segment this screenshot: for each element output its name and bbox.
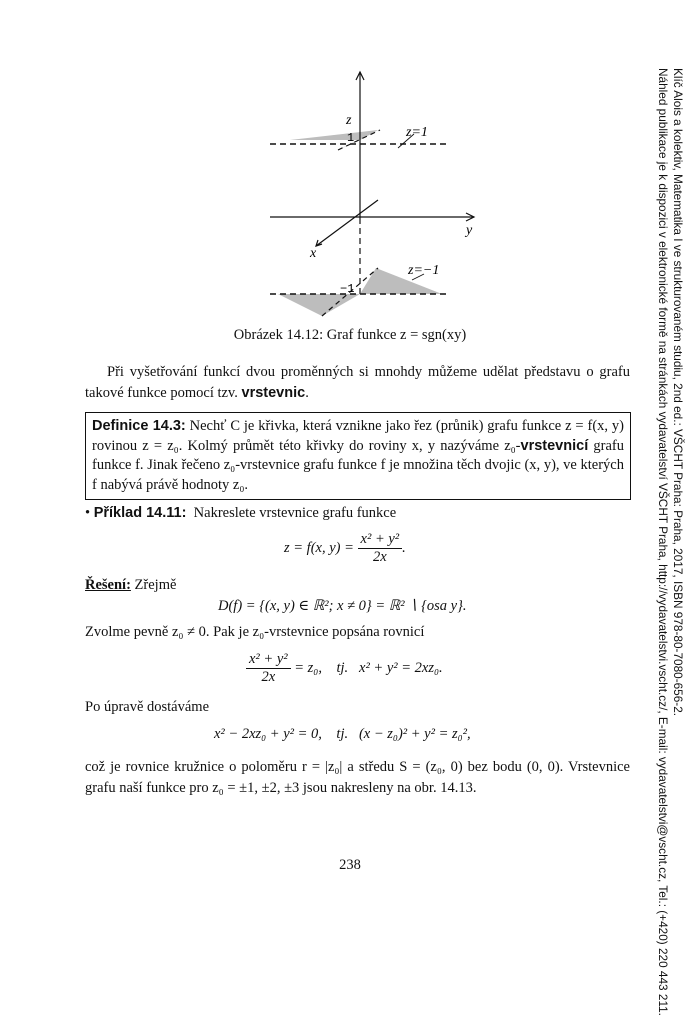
example-line xyxy=(85,503,630,524)
sgn-graph-figure xyxy=(260,68,480,330)
example-formula-lhs: z = f(x, y) = xyxy=(284,539,354,556)
figure-caption: Obrázek 14.12: Graf funkce z = sgn(xy) xyxy=(233,327,467,343)
publication-sidenote xyxy=(655,68,685,1016)
x-axis xyxy=(316,200,378,246)
definition-term: vrstevnicí xyxy=(520,437,589,454)
page-number: 238 xyxy=(339,857,361,873)
sidenote-line-1: Klíč Alois a kolektiv, Matematika I ve strukturovaném studiu, 2nd ed.: VŠCHT Praha: Praha, 2017, ISBN 978-80-7080-656-2. xyxy=(671,68,685,717)
tick-one-label: 1 xyxy=(347,131,355,145)
solution-line xyxy=(85,575,630,596)
example-formula-denominator: 2x xyxy=(372,549,387,565)
intro-term: vrstevnic xyxy=(241,385,306,401)
definition-heading: Definice 14.3: xyxy=(92,418,186,434)
definition-box xyxy=(85,412,631,500)
level-equation-denominator: 2x xyxy=(261,669,276,685)
after-paragraph: Po úpravě dostáváme xyxy=(85,699,210,715)
sidenote-line-2: Náhled publikace je k dispozici v elektronické formě na stránkách vydavatelství VŠCHT Praha, http://vydavatelstvi.vscht.cz/, E-mail: vydavatelstvi@vscht.cz, Tel.: (+420) 220 443 211. xyxy=(656,68,670,1016)
level-equation-numerator: x² + y² xyxy=(246,651,291,669)
upper-plane-shade-1 xyxy=(290,130,378,140)
upper-plane-label: z=1 xyxy=(406,125,428,140)
x-axis-label: x xyxy=(310,246,317,261)
x-axis-arrow xyxy=(316,240,322,246)
conclusion-paragraph: což je rovnice kružnice o poloměru r = |z₀| a středu S = (z₀, 0) bez bodu (0, 0). Vrstevnice grafu naší funkce pro z₀ = ±1, ±2, ±3 jsou nakresleny na obr. 14.13. xyxy=(85,759,630,796)
sidenote-rotated xyxy=(655,68,685,1016)
intro-text: Při vyšetřování funkcí dvou proměnných si mnohdy můžeme udělat představu o grafu takové funkce pomocí tzv. xyxy=(85,364,630,401)
y-axis-label: y xyxy=(466,223,473,238)
level-equation xyxy=(246,651,443,686)
definition-text-2: grafu funkce f. Jinak řečeno z₀-vrstevnice grafu funkce f je množina těch dvojic (x, y), ve kterých f nabývá právě hodnoty z₀. xyxy=(92,437,624,493)
level-equation-rhs: = z₀, tj. x² + y² = 2xz₀. xyxy=(294,659,443,676)
solution-text: Zřejmě xyxy=(134,577,177,593)
lower-plane-shade-2 xyxy=(278,294,360,316)
example-formula-numerator: x² + y² xyxy=(358,531,403,549)
level-equation-fraction xyxy=(246,651,291,686)
intro-end: . xyxy=(305,385,309,401)
example-heading: Příklad 14.11: xyxy=(93,505,187,521)
solution-heading: Řešení: xyxy=(85,577,131,593)
example-formula-fraction xyxy=(358,531,403,566)
fix-paragraph: Zvolme pevně z₀ ≠ 0. Pak je z₀-vrstevnice popsána rovnicí xyxy=(85,624,425,640)
example-formula xyxy=(284,531,406,566)
tick-minus-one-label: −1 xyxy=(340,282,355,296)
domain-formula: D(f) = {(x, y) ∈ ℝ²; x ≠ 0} = ℝ² ∖ {osa y}. xyxy=(218,598,467,614)
intro-paragraph xyxy=(85,362,630,404)
example-text: Nakreslete vrstevnice grafu funkce xyxy=(193,505,397,521)
example-formula-end: . xyxy=(402,539,406,556)
z-axis-label: z xyxy=(346,113,352,128)
lower-plane-label: z=−1 xyxy=(408,263,440,278)
definition-text-1: Nechť C je křivka, která vznikne jako řez (průnik) grafu funkce z = f(x, y) rovinou z = z₀. Kolmý průmět této křivky do roviny x, y nazýváme z₀- xyxy=(92,418,624,454)
circle-equation: x² − 2xz₀ + y² = 0, tj. (x − z₀)² + y² = z₀², xyxy=(214,726,471,742)
example-bullet: • xyxy=(85,505,91,521)
